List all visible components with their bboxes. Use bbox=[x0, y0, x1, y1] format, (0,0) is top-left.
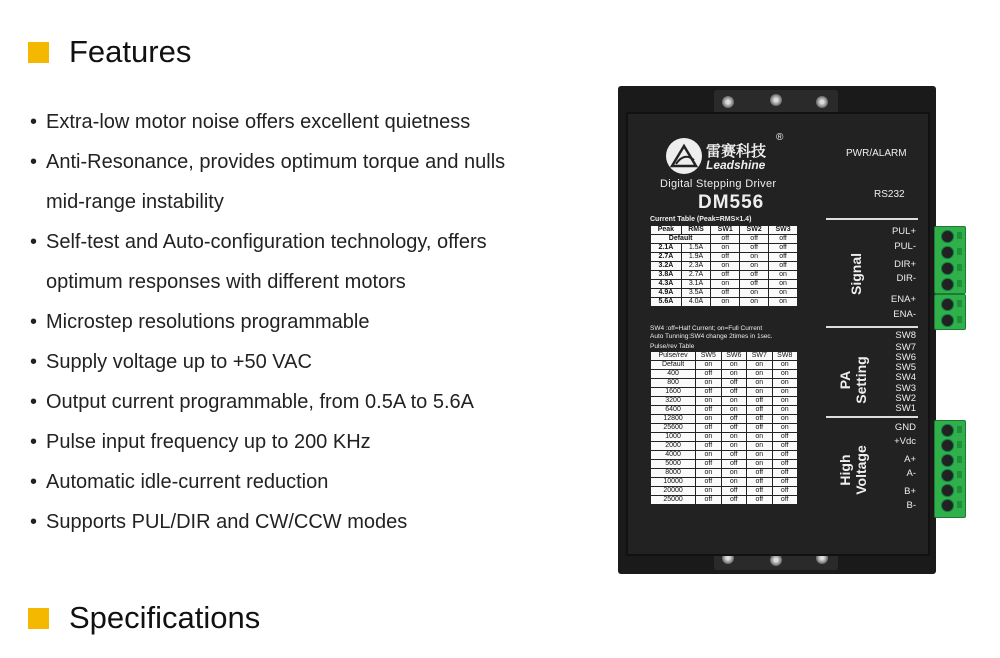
pin-label: DIR- bbox=[896, 273, 916, 284]
pin-label: B+ bbox=[904, 486, 916, 497]
table-cell: off bbox=[711, 253, 740, 262]
table-cell: on bbox=[747, 388, 772, 397]
table-cell: 5.6A bbox=[651, 298, 682, 307]
table-row bbox=[651, 379, 798, 388]
pin-label: SW2 bbox=[895, 393, 916, 404]
table-cell: off bbox=[747, 424, 772, 433]
terminal-nub bbox=[957, 486, 962, 493]
feature-text: Self-test and Auto-configuration technology, offers optimum responses with different motors bbox=[46, 231, 487, 293]
specifications-title: Specifications bbox=[69, 600, 261, 635]
feature-text: Output current programmable, from 0.5A to 5.6A bbox=[46, 391, 474, 413]
pin-label: SW7 bbox=[895, 342, 916, 353]
divider-line bbox=[826, 326, 918, 328]
feature-item bbox=[30, 512, 590, 532]
terminal-screw-icon bbox=[941, 262, 954, 275]
pin-label: SW6 bbox=[895, 352, 916, 363]
table-cell: 3.5A bbox=[681, 289, 711, 298]
pin-label: SW4 bbox=[895, 372, 916, 383]
table-cell: off bbox=[721, 487, 746, 496]
table-cell: on bbox=[772, 388, 797, 397]
feature-item bbox=[30, 392, 590, 412]
table-cell: SW6 bbox=[721, 352, 746, 361]
table-cell: on bbox=[721, 469, 746, 478]
bullet-icon: • bbox=[30, 111, 38, 133]
bullet-icon: • bbox=[30, 391, 38, 413]
power-terminal-block bbox=[934, 420, 966, 518]
screw-icon bbox=[770, 94, 782, 106]
terminal-screw-icon bbox=[941, 454, 954, 467]
pin-label: ENA+ bbox=[890, 294, 916, 305]
table-cell: 6400 bbox=[651, 406, 696, 415]
table-cell: 25000 bbox=[651, 496, 696, 505]
table-cell: off bbox=[696, 406, 721, 415]
table-cell: on bbox=[772, 415, 797, 424]
table-cell: Default bbox=[651, 361, 696, 370]
table-cell: SW5 bbox=[696, 352, 721, 361]
pa-label-line1: PA bbox=[837, 370, 853, 390]
pin-label: B- bbox=[906, 500, 916, 511]
table-cell: off bbox=[747, 406, 772, 415]
table-cell: 4.9A bbox=[651, 289, 682, 298]
bullet-icon: • bbox=[30, 231, 38, 253]
table-cell: 3200 bbox=[651, 397, 696, 406]
table-cell: off bbox=[696, 478, 721, 487]
table-row bbox=[651, 433, 798, 442]
table-cell: on bbox=[711, 244, 740, 253]
terminal-screw-icon bbox=[941, 246, 954, 259]
feature-text: Pulse input frequency up to 200 KHz bbox=[46, 431, 371, 453]
table-row bbox=[651, 478, 798, 487]
driver-subtitle: Digital Stepping Driver bbox=[660, 178, 777, 190]
table-cell: 10000 bbox=[651, 478, 696, 487]
table-cell: on bbox=[740, 253, 769, 262]
pa-setting-label bbox=[837, 345, 869, 415]
table-cell: on bbox=[696, 397, 721, 406]
terminal-screw-icon bbox=[941, 439, 954, 452]
terminal-screw-icon bbox=[941, 298, 954, 311]
table-cell: on bbox=[747, 451, 772, 460]
table-cell: RMS bbox=[681, 226, 711, 235]
specifications-header bbox=[28, 600, 260, 636]
table-cell: off bbox=[711, 235, 740, 244]
divider-line bbox=[826, 218, 918, 220]
table-cell: 8000 bbox=[651, 469, 696, 478]
pa-label-line2: Setting bbox=[853, 356, 869, 404]
table-cell: on bbox=[696, 433, 721, 442]
table-cell: 2.3A bbox=[681, 262, 711, 271]
table-cell: off bbox=[721, 451, 746, 460]
table-cell: 4000 bbox=[651, 451, 696, 460]
table-cell: off bbox=[772, 478, 797, 487]
table-cell: off bbox=[711, 271, 740, 280]
table-cell: off bbox=[747, 397, 772, 406]
table-cell: on bbox=[772, 424, 797, 433]
terminal-nub bbox=[957, 426, 962, 433]
table-cell: off bbox=[696, 424, 721, 433]
leadshine-logo-icon bbox=[666, 138, 702, 174]
table-cell: off bbox=[721, 388, 746, 397]
table-cell: SW2 bbox=[740, 226, 769, 235]
table-cell: 4.3A bbox=[651, 280, 682, 289]
table-cell: off bbox=[696, 460, 721, 469]
signal-terminal-block-1 bbox=[934, 226, 966, 294]
pin-label: SW3 bbox=[895, 383, 916, 394]
table-cell: 1000 bbox=[651, 433, 696, 442]
table-cell: on bbox=[696, 361, 721, 370]
table-cell: 4.0A bbox=[681, 298, 711, 307]
table-cell: on bbox=[772, 361, 797, 370]
table-cell: on bbox=[721, 442, 746, 451]
table-cell: on bbox=[696, 469, 721, 478]
table-cell: off bbox=[769, 244, 798, 253]
terminal-nub bbox=[957, 232, 962, 239]
table-cell: off bbox=[772, 442, 797, 451]
table-cell: 2.7A bbox=[681, 271, 711, 280]
table-cell: Pulse/rev bbox=[651, 352, 696, 361]
table-cell: on bbox=[721, 397, 746, 406]
feature-item bbox=[30, 152, 590, 212]
table-cell: 20000 bbox=[651, 487, 696, 496]
terminal-nub bbox=[957, 501, 962, 508]
yellow-square-icon bbox=[28, 42, 49, 63]
pin-label: PUL- bbox=[894, 241, 916, 252]
logo-registered-mark: ® bbox=[776, 132, 784, 143]
table-row bbox=[651, 352, 798, 361]
table-cell: off bbox=[721, 415, 746, 424]
pin-label: GND bbox=[894, 422, 916, 433]
pin-label: +Vdc bbox=[894, 436, 916, 447]
features-title: Features bbox=[69, 34, 192, 69]
table-cell: off bbox=[747, 469, 772, 478]
table-row bbox=[651, 370, 798, 379]
hv-label-line2: Voltage bbox=[853, 445, 869, 495]
table-cell: off bbox=[772, 487, 797, 496]
table-row bbox=[651, 388, 798, 397]
table-cell: off bbox=[747, 415, 772, 424]
pin-label: SW8 bbox=[895, 330, 916, 341]
table-cell: 2.1A bbox=[651, 244, 682, 253]
table-cell: on bbox=[711, 280, 740, 289]
table-cell: off bbox=[740, 235, 769, 244]
feature-item bbox=[30, 112, 590, 132]
table-cell: on bbox=[711, 262, 740, 271]
table-cell: 1600 bbox=[651, 388, 696, 397]
table-row bbox=[651, 415, 798, 424]
terminal-nub bbox=[957, 280, 962, 287]
table-cell: on bbox=[740, 298, 769, 307]
feature-text: Supports PUL/DIR and CW/CCW modes bbox=[46, 511, 408, 533]
screw-icon bbox=[816, 96, 828, 108]
features-header bbox=[28, 34, 191, 70]
terminal-nub bbox=[957, 456, 962, 463]
terminal-screw-icon bbox=[941, 230, 954, 243]
bullet-icon: • bbox=[30, 311, 38, 333]
table-cell: 25600 bbox=[651, 424, 696, 433]
pin-label: SW1 bbox=[895, 403, 916, 414]
table-cell: on bbox=[769, 289, 798, 298]
terminal-nub bbox=[957, 264, 962, 271]
terminal-screw-icon bbox=[941, 469, 954, 482]
pin-label: PUL+ bbox=[891, 226, 916, 237]
terminal-nub bbox=[957, 471, 962, 478]
high-voltage-label bbox=[837, 435, 869, 505]
table-cell: 2000 bbox=[651, 442, 696, 451]
table-cell: on bbox=[696, 379, 721, 388]
table-cell: off bbox=[747, 487, 772, 496]
table-cell: SW7 bbox=[747, 352, 772, 361]
table-row bbox=[651, 406, 798, 415]
sw4-note: SW4 :off=Half Current; on=Full Current bbox=[650, 325, 763, 332]
table-cell: on bbox=[772, 379, 797, 388]
table-cell: 400 bbox=[651, 370, 696, 379]
table-row bbox=[651, 244, 798, 253]
feature-item bbox=[30, 472, 590, 492]
table-cell: off bbox=[696, 370, 721, 379]
table-cell: off bbox=[772, 496, 797, 505]
table-cell: off bbox=[696, 442, 721, 451]
logo-chinese-text: 雷赛科技 bbox=[706, 143, 767, 160]
table-cell: 800 bbox=[651, 379, 696, 388]
table-cell: on bbox=[721, 361, 746, 370]
feature-text: Extra-low motor noise offers excellent quietness bbox=[46, 111, 471, 133]
table-row bbox=[651, 397, 798, 406]
yellow-square-icon bbox=[28, 608, 49, 629]
table-cell: on bbox=[721, 406, 746, 415]
pulse-table bbox=[650, 351, 798, 505]
table-cell: on bbox=[696, 487, 721, 496]
feature-text: Microstep resolutions programmable bbox=[46, 311, 370, 333]
table-cell: off bbox=[769, 262, 798, 271]
stepper-driver-image bbox=[618, 86, 936, 574]
table-cell: off bbox=[740, 271, 769, 280]
table-row bbox=[651, 496, 798, 505]
table-cell: off bbox=[721, 496, 746, 505]
features-list bbox=[30, 112, 590, 552]
table-cell: on bbox=[696, 415, 721, 424]
terminal-screw-icon bbox=[941, 314, 954, 327]
table-row bbox=[651, 226, 798, 235]
table-cell: off bbox=[696, 388, 721, 397]
table-row bbox=[651, 235, 798, 244]
table-cell: 2.7A bbox=[651, 253, 682, 262]
auto-tuning-note: Auto Tunning:SW4 change 2times in 1sec. bbox=[650, 333, 773, 340]
table-cell: SW1 bbox=[711, 226, 740, 235]
rs232-label: RS232 bbox=[874, 189, 905, 200]
signal-terminal-block-2 bbox=[934, 294, 966, 330]
pin-label: A- bbox=[906, 468, 916, 479]
table-row bbox=[651, 487, 798, 496]
feature-text: Anti-Resonance, provides optimum torque and nulls mid-range instability bbox=[46, 151, 506, 213]
table-cell: off bbox=[769, 235, 798, 244]
feature-item bbox=[30, 312, 590, 332]
signal-group-label: Signal bbox=[848, 253, 864, 296]
bullet-icon: • bbox=[30, 431, 38, 453]
bullet-icon: • bbox=[30, 351, 38, 373]
pwr-alarm-label: PWR/ALARM bbox=[846, 148, 907, 159]
terminal-screw-icon bbox=[941, 424, 954, 437]
bullet-icon: • bbox=[30, 151, 38, 173]
table-cell: 5000 bbox=[651, 460, 696, 469]
table-cell: off bbox=[740, 244, 769, 253]
table-cell: on bbox=[711, 298, 740, 307]
table-cell: Default bbox=[651, 235, 711, 244]
feature-item bbox=[30, 352, 590, 372]
table-row bbox=[651, 442, 798, 451]
feature-item bbox=[30, 232, 590, 292]
table-cell: off bbox=[721, 379, 746, 388]
table-cell: SW3 bbox=[769, 226, 798, 235]
terminal-nub bbox=[957, 300, 962, 307]
table-cell: on bbox=[740, 289, 769, 298]
table-row bbox=[651, 469, 798, 478]
table-row bbox=[651, 460, 798, 469]
table-cell: on bbox=[721, 433, 746, 442]
table-cell: off bbox=[772, 460, 797, 469]
table-cell: on bbox=[772, 406, 797, 415]
logo-english-text: Leadshine bbox=[706, 158, 766, 172]
pin-label: ENA- bbox=[893, 309, 916, 320]
feature-item bbox=[30, 432, 590, 452]
terminal-nub bbox=[957, 248, 962, 255]
terminal-screw-icon bbox=[941, 499, 954, 512]
screw-icon bbox=[722, 96, 734, 108]
pin-label: SW5 bbox=[895, 362, 916, 373]
table-cell: on bbox=[747, 379, 772, 388]
table-cell: off bbox=[740, 280, 769, 289]
table-row bbox=[651, 271, 798, 280]
terminal-nub bbox=[957, 316, 962, 323]
table-cell: off bbox=[721, 424, 746, 433]
table-cell: off bbox=[696, 496, 721, 505]
feature-text: Automatic idle-current reduction bbox=[46, 471, 329, 493]
table-cell: 12800 bbox=[651, 415, 696, 424]
divider-line bbox=[826, 416, 918, 418]
table-cell: on bbox=[696, 451, 721, 460]
table-cell: 3.8A bbox=[651, 271, 682, 280]
hv-label-line1: High bbox=[837, 454, 853, 486]
table-row bbox=[651, 280, 798, 289]
table-cell: on bbox=[721, 478, 746, 487]
table-cell: on bbox=[721, 370, 746, 379]
table-cell: on bbox=[772, 370, 797, 379]
table-row bbox=[651, 253, 798, 262]
table-cell: on bbox=[769, 280, 798, 289]
table-cell: off bbox=[721, 460, 746, 469]
current-table-title: Current Table (Peak=RMS×1.4) bbox=[650, 216, 752, 223]
table-row bbox=[651, 451, 798, 460]
table-row bbox=[651, 298, 798, 307]
pin-label: A+ bbox=[904, 454, 916, 465]
table-row bbox=[651, 424, 798, 433]
terminal-nub bbox=[957, 441, 962, 448]
bullet-icon: • bbox=[30, 511, 38, 533]
current-table bbox=[650, 225, 798, 307]
table-cell: off bbox=[711, 289, 740, 298]
table-cell: off bbox=[747, 478, 772, 487]
table-cell: SW8 bbox=[772, 352, 797, 361]
pulse-table-title: Pulse/rev Table bbox=[650, 343, 695, 350]
table-cell: off bbox=[747, 496, 772, 505]
table-cell: off bbox=[772, 451, 797, 460]
table-cell: on bbox=[740, 262, 769, 271]
table-cell: 3.1A bbox=[681, 280, 711, 289]
table-cell: off bbox=[772, 469, 797, 478]
terminal-screw-icon bbox=[941, 484, 954, 497]
table-cell: off bbox=[772, 433, 797, 442]
table-cell: Peak bbox=[651, 226, 682, 235]
table-row bbox=[651, 262, 798, 271]
table-cell: 1.5A bbox=[681, 244, 711, 253]
feature-text: Supply voltage up to +50 VAC bbox=[46, 351, 312, 373]
table-cell: on bbox=[747, 442, 772, 451]
table-cell: 3.2A bbox=[651, 262, 682, 271]
table-cell: on bbox=[747, 361, 772, 370]
terminal-screw-icon bbox=[941, 278, 954, 291]
table-cell: 1.9A bbox=[681, 253, 711, 262]
table-cell: on bbox=[747, 433, 772, 442]
table-cell: on bbox=[747, 370, 772, 379]
table-row bbox=[651, 289, 798, 298]
table-row bbox=[651, 361, 798, 370]
table-cell: on bbox=[772, 397, 797, 406]
bullet-icon: • bbox=[30, 471, 38, 493]
pin-label: DIR+ bbox=[894, 259, 916, 270]
driver-model: DM556 bbox=[698, 192, 765, 213]
table-cell: on bbox=[769, 271, 798, 280]
table-cell: on bbox=[747, 460, 772, 469]
table-cell: off bbox=[769, 253, 798, 262]
table-cell: on bbox=[769, 298, 798, 307]
